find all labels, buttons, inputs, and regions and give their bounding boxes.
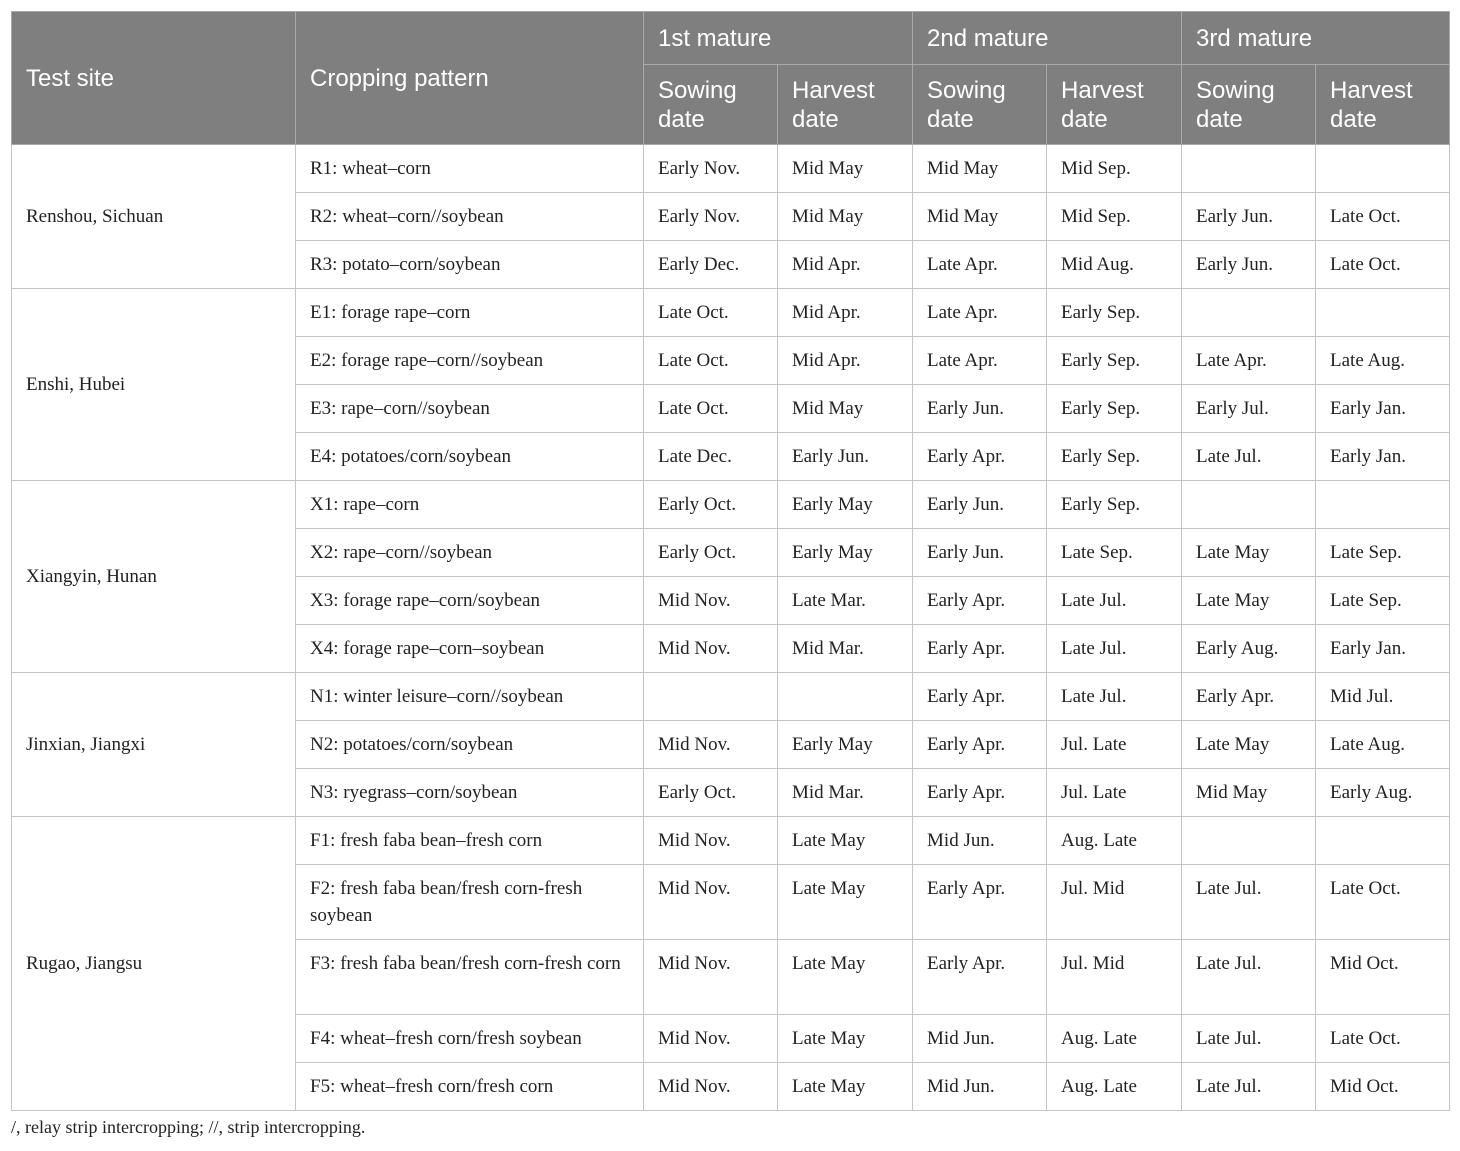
harvest-date-cell: Late May bbox=[778, 865, 913, 940]
test-site-cell: Jinxian, Jiangxi bbox=[12, 673, 296, 817]
table-row bbox=[12, 289, 1450, 337]
sowing-date-cell: Mid Nov. bbox=[644, 1015, 778, 1063]
cropping-pattern-cell: N2: potatoes/corn/soybean bbox=[296, 721, 644, 769]
sowing-date-cell: Early Apr. bbox=[913, 769, 1047, 817]
sowing-date-cell bbox=[1182, 145, 1316, 193]
header-harvest-date: Harvest date bbox=[1047, 65, 1182, 145]
harvest-date-cell: Mid Apr. bbox=[778, 241, 913, 289]
harvest-date-cell bbox=[1316, 481, 1450, 529]
sowing-date-cell: Late Jul. bbox=[1182, 865, 1316, 940]
header-1st-mature: 1st mature bbox=[644, 12, 913, 65]
table-row bbox=[12, 145, 1450, 193]
test-site-cell: Xiangyin, Hunan bbox=[12, 481, 296, 673]
harvest-date-cell bbox=[1316, 145, 1450, 193]
sowing-date-cell: Late Apr. bbox=[913, 241, 1047, 289]
harvest-date-cell: Late May bbox=[778, 817, 913, 865]
sowing-date-cell: Early Oct. bbox=[644, 481, 778, 529]
sowing-date-cell: Mid May bbox=[913, 193, 1047, 241]
harvest-date-cell: Late Jul. bbox=[1047, 577, 1182, 625]
harvest-date-cell: Late Sep. bbox=[1316, 577, 1450, 625]
table-row bbox=[12, 481, 1450, 529]
harvest-date-cell: Mid Mar. bbox=[778, 769, 913, 817]
sowing-date-cell: Mid Jun. bbox=[913, 817, 1047, 865]
harvest-date-cell: Aug. Late bbox=[1047, 1063, 1182, 1111]
sowing-date-cell: Late Apr. bbox=[913, 289, 1047, 337]
cropping-pattern-cell: F1: fresh faba bean–fresh corn bbox=[296, 817, 644, 865]
cropping-pattern-cell: X2: rape–corn//soybean bbox=[296, 529, 644, 577]
table-footnote: /, relay strip intercropping; //, strip intercropping. bbox=[11, 1117, 366, 1137]
sowing-date-cell: Early Apr. bbox=[913, 673, 1047, 721]
sowing-date-cell: Early Jul. bbox=[1182, 385, 1316, 433]
harvest-date-cell: Early May bbox=[778, 529, 913, 577]
harvest-date-cell: Late May bbox=[778, 1063, 913, 1111]
sowing-date-cell: Mid Nov. bbox=[644, 865, 778, 940]
harvest-date-cell: Mid Apr. bbox=[778, 289, 913, 337]
harvest-date-cell: Late Oct. bbox=[1316, 193, 1450, 241]
cropping-pattern-cell: F2: fresh faba bean/fresh corn-fresh soybean bbox=[296, 865, 644, 940]
harvest-date-cell: Mid Mar. bbox=[778, 625, 913, 673]
sowing-date-cell: Late Dec. bbox=[644, 433, 778, 481]
sowing-date-cell: Early Oct. bbox=[644, 529, 778, 577]
cropping-pattern-cell: E1: forage rape–corn bbox=[296, 289, 644, 337]
header-harvest-date: Harvest date bbox=[778, 65, 913, 145]
sowing-date-cell: Early Apr. bbox=[913, 625, 1047, 673]
sowing-date-cell: Mid Nov. bbox=[644, 625, 778, 673]
harvest-date-cell: Early May bbox=[778, 481, 913, 529]
test-site-cell: Renshou, Sichuan bbox=[12, 145, 296, 289]
sowing-date-cell: Mid Nov. bbox=[644, 1063, 778, 1111]
sowing-date-cell bbox=[644, 673, 778, 721]
sowing-date-cell: Early Apr. bbox=[913, 940, 1047, 1015]
harvest-date-cell: Early May bbox=[778, 721, 913, 769]
sowing-date-cell: Early Jun. bbox=[913, 481, 1047, 529]
sowing-date-cell: Mid May bbox=[1182, 769, 1316, 817]
harvest-date-cell: Late Mar. bbox=[778, 577, 913, 625]
cropping-pattern-cell: X1: rape–corn bbox=[296, 481, 644, 529]
header-test-site: Test site bbox=[12, 12, 296, 145]
harvest-date-cell: Jul. Mid bbox=[1047, 940, 1182, 1015]
harvest-date-cell: Jul. Mid bbox=[1047, 865, 1182, 940]
sowing-date-cell: Late Jul. bbox=[1182, 940, 1316, 1015]
header-3rd-mature: 3rd mature bbox=[1182, 12, 1450, 65]
sowing-date-cell: Mid Nov. bbox=[644, 577, 778, 625]
harvest-date-cell bbox=[1316, 289, 1450, 337]
harvest-date-cell: Mid May bbox=[778, 385, 913, 433]
harvest-date-cell: Mid May bbox=[778, 145, 913, 193]
header-cropping-pattern: Cropping pattern bbox=[296, 12, 644, 145]
harvest-date-cell: Late Aug. bbox=[1316, 721, 1450, 769]
sowing-date-cell bbox=[1182, 289, 1316, 337]
harvest-date-cell: Early Jan. bbox=[1316, 433, 1450, 481]
harvest-date-cell bbox=[1316, 817, 1450, 865]
sowing-date-cell: Early Dec. bbox=[644, 241, 778, 289]
harvest-date-cell: Early Aug. bbox=[1316, 769, 1450, 817]
sowing-date-cell: Early Jun. bbox=[913, 385, 1047, 433]
cropping-table bbox=[11, 11, 1450, 1111]
header-2nd-mature: 2nd mature bbox=[913, 12, 1182, 65]
cropping-pattern-cell: F4: wheat–fresh corn/fresh soybean bbox=[296, 1015, 644, 1063]
sowing-date-cell: Late Apr. bbox=[913, 337, 1047, 385]
cropping-pattern-cell: E2: forage rape–corn//soybean bbox=[296, 337, 644, 385]
sowing-date-cell: Mid Jun. bbox=[913, 1063, 1047, 1111]
sowing-date-cell: Early Nov. bbox=[644, 145, 778, 193]
sowing-date-cell: Mid Nov. bbox=[644, 721, 778, 769]
harvest-date-cell: Late May bbox=[778, 940, 913, 1015]
harvest-date-cell: Mid Oct. bbox=[1316, 940, 1450, 1015]
harvest-date-cell: Late Sep. bbox=[1316, 529, 1450, 577]
harvest-date-cell: Jul. Late bbox=[1047, 721, 1182, 769]
sowing-date-cell: Late Oct. bbox=[644, 289, 778, 337]
harvest-date-cell: Mid Apr. bbox=[778, 337, 913, 385]
harvest-date-cell: Aug. Late bbox=[1047, 817, 1182, 865]
header-sowing-date: Sowing date bbox=[644, 65, 778, 145]
sowing-date-cell: Early Apr. bbox=[913, 433, 1047, 481]
harvest-date-cell: Late Sep. bbox=[1047, 529, 1182, 577]
harvest-date-cell: Late Aug. bbox=[1316, 337, 1450, 385]
harvest-date-cell: Late Oct. bbox=[1316, 865, 1450, 940]
test-site-cell: Rugao, Jiangsu bbox=[12, 817, 296, 1111]
sowing-date-cell: Late Apr. bbox=[1182, 337, 1316, 385]
harvest-date-cell: Late Oct. bbox=[1316, 241, 1450, 289]
sowing-date-cell: Early Apr. bbox=[913, 577, 1047, 625]
sowing-date-cell: Late May bbox=[1182, 721, 1316, 769]
sowing-date-cell: Early Apr. bbox=[1182, 673, 1316, 721]
sowing-date-cell: Early Nov. bbox=[644, 193, 778, 241]
sowing-date-cell bbox=[1182, 817, 1316, 865]
sowing-date-cell: Mid Nov. bbox=[644, 940, 778, 1015]
table-row bbox=[12, 817, 1450, 865]
sowing-date-cell: Early Aug. bbox=[1182, 625, 1316, 673]
harvest-date-cell: Early Sep. bbox=[1047, 385, 1182, 433]
cropping-pattern-cell: N1: winter leisure–corn//soybean bbox=[296, 673, 644, 721]
table-header bbox=[12, 12, 1450, 145]
sowing-date-cell: Mid Jun. bbox=[913, 1015, 1047, 1063]
sowing-date-cell: Late Jul. bbox=[1182, 1015, 1316, 1063]
cropping-pattern-cell: N3: ryegrass–corn/soybean bbox=[296, 769, 644, 817]
cropping-pattern-cell: X4: forage rape–corn–soybean bbox=[296, 625, 644, 673]
sowing-date-cell: Early Apr. bbox=[913, 865, 1047, 940]
harvest-date-cell: Late Jul. bbox=[1047, 625, 1182, 673]
harvest-date-cell: Late May bbox=[778, 1015, 913, 1063]
sowing-date-cell: Late May bbox=[1182, 529, 1316, 577]
sowing-date-cell: Mid May bbox=[913, 145, 1047, 193]
cropping-pattern-cell: R3: potato–corn/soybean bbox=[296, 241, 644, 289]
harvest-date-cell: Early Sep. bbox=[1047, 481, 1182, 529]
header-harvest-date: Harvest date bbox=[1316, 65, 1450, 145]
cropping-pattern-cell: R2: wheat–corn//soybean bbox=[296, 193, 644, 241]
sowing-date-cell: Early Jun. bbox=[1182, 193, 1316, 241]
cropping-pattern-cell: R1: wheat–corn bbox=[296, 145, 644, 193]
sowing-date-cell: Early Apr. bbox=[913, 721, 1047, 769]
harvest-date-cell: Mid Sep. bbox=[1047, 193, 1182, 241]
harvest-date-cell: Early Jun. bbox=[778, 433, 913, 481]
harvest-date-cell: Early Sep. bbox=[1047, 433, 1182, 481]
harvest-date-cell: Late Jul. bbox=[1047, 673, 1182, 721]
sowing-date-cell: Late Oct. bbox=[644, 337, 778, 385]
sowing-date-cell: Mid Nov. bbox=[644, 817, 778, 865]
sowing-date-cell: Early Jun. bbox=[1182, 241, 1316, 289]
harvest-date-cell: Mid May bbox=[778, 193, 913, 241]
harvest-date-cell: Early Jan. bbox=[1316, 625, 1450, 673]
cropping-pattern-cell: F3: fresh faba bean/fresh corn-fresh corn bbox=[296, 940, 644, 1015]
harvest-date-cell: Early Jan. bbox=[1316, 385, 1450, 433]
header-sowing-date: Sowing date bbox=[1182, 65, 1316, 145]
table-body bbox=[12, 145, 1450, 1111]
harvest-date-cell: Jul. Late bbox=[1047, 769, 1182, 817]
sowing-date-cell: Early Oct. bbox=[644, 769, 778, 817]
sowing-date-cell: Late Oct. bbox=[644, 385, 778, 433]
table-row bbox=[12, 673, 1450, 721]
harvest-date-cell: Mid Oct. bbox=[1316, 1063, 1450, 1111]
header-sowing-date: Sowing date bbox=[913, 65, 1047, 145]
harvest-date-cell: Mid Aug. bbox=[1047, 241, 1182, 289]
harvest-date-cell: Late Oct. bbox=[1316, 1015, 1450, 1063]
harvest-date-cell: Early Sep. bbox=[1047, 289, 1182, 337]
cropping-pattern-cell: E3: rape–corn//soybean bbox=[296, 385, 644, 433]
cropping-pattern-cell: E4: potatoes/corn/soybean bbox=[296, 433, 644, 481]
sowing-date-cell: Early Jun. bbox=[913, 529, 1047, 577]
harvest-date-cell: Mid Jul. bbox=[1316, 673, 1450, 721]
sowing-date-cell: Late Jul. bbox=[1182, 1063, 1316, 1111]
sowing-date-cell: Late May bbox=[1182, 577, 1316, 625]
harvest-date-cell: Mid Sep. bbox=[1047, 145, 1182, 193]
harvest-date-cell: Aug. Late bbox=[1047, 1015, 1182, 1063]
harvest-date-cell bbox=[778, 673, 913, 721]
cropping-pattern-cell: F5: wheat–fresh corn/fresh corn bbox=[296, 1063, 644, 1111]
sowing-date-cell: Late Jul. bbox=[1182, 433, 1316, 481]
cropping-pattern-cell: X3: forage rape–corn/soybean bbox=[296, 577, 644, 625]
sowing-date-cell bbox=[1182, 481, 1316, 529]
harvest-date-cell: Early Sep. bbox=[1047, 337, 1182, 385]
test-site-cell: Enshi, Hubei bbox=[12, 289, 296, 481]
